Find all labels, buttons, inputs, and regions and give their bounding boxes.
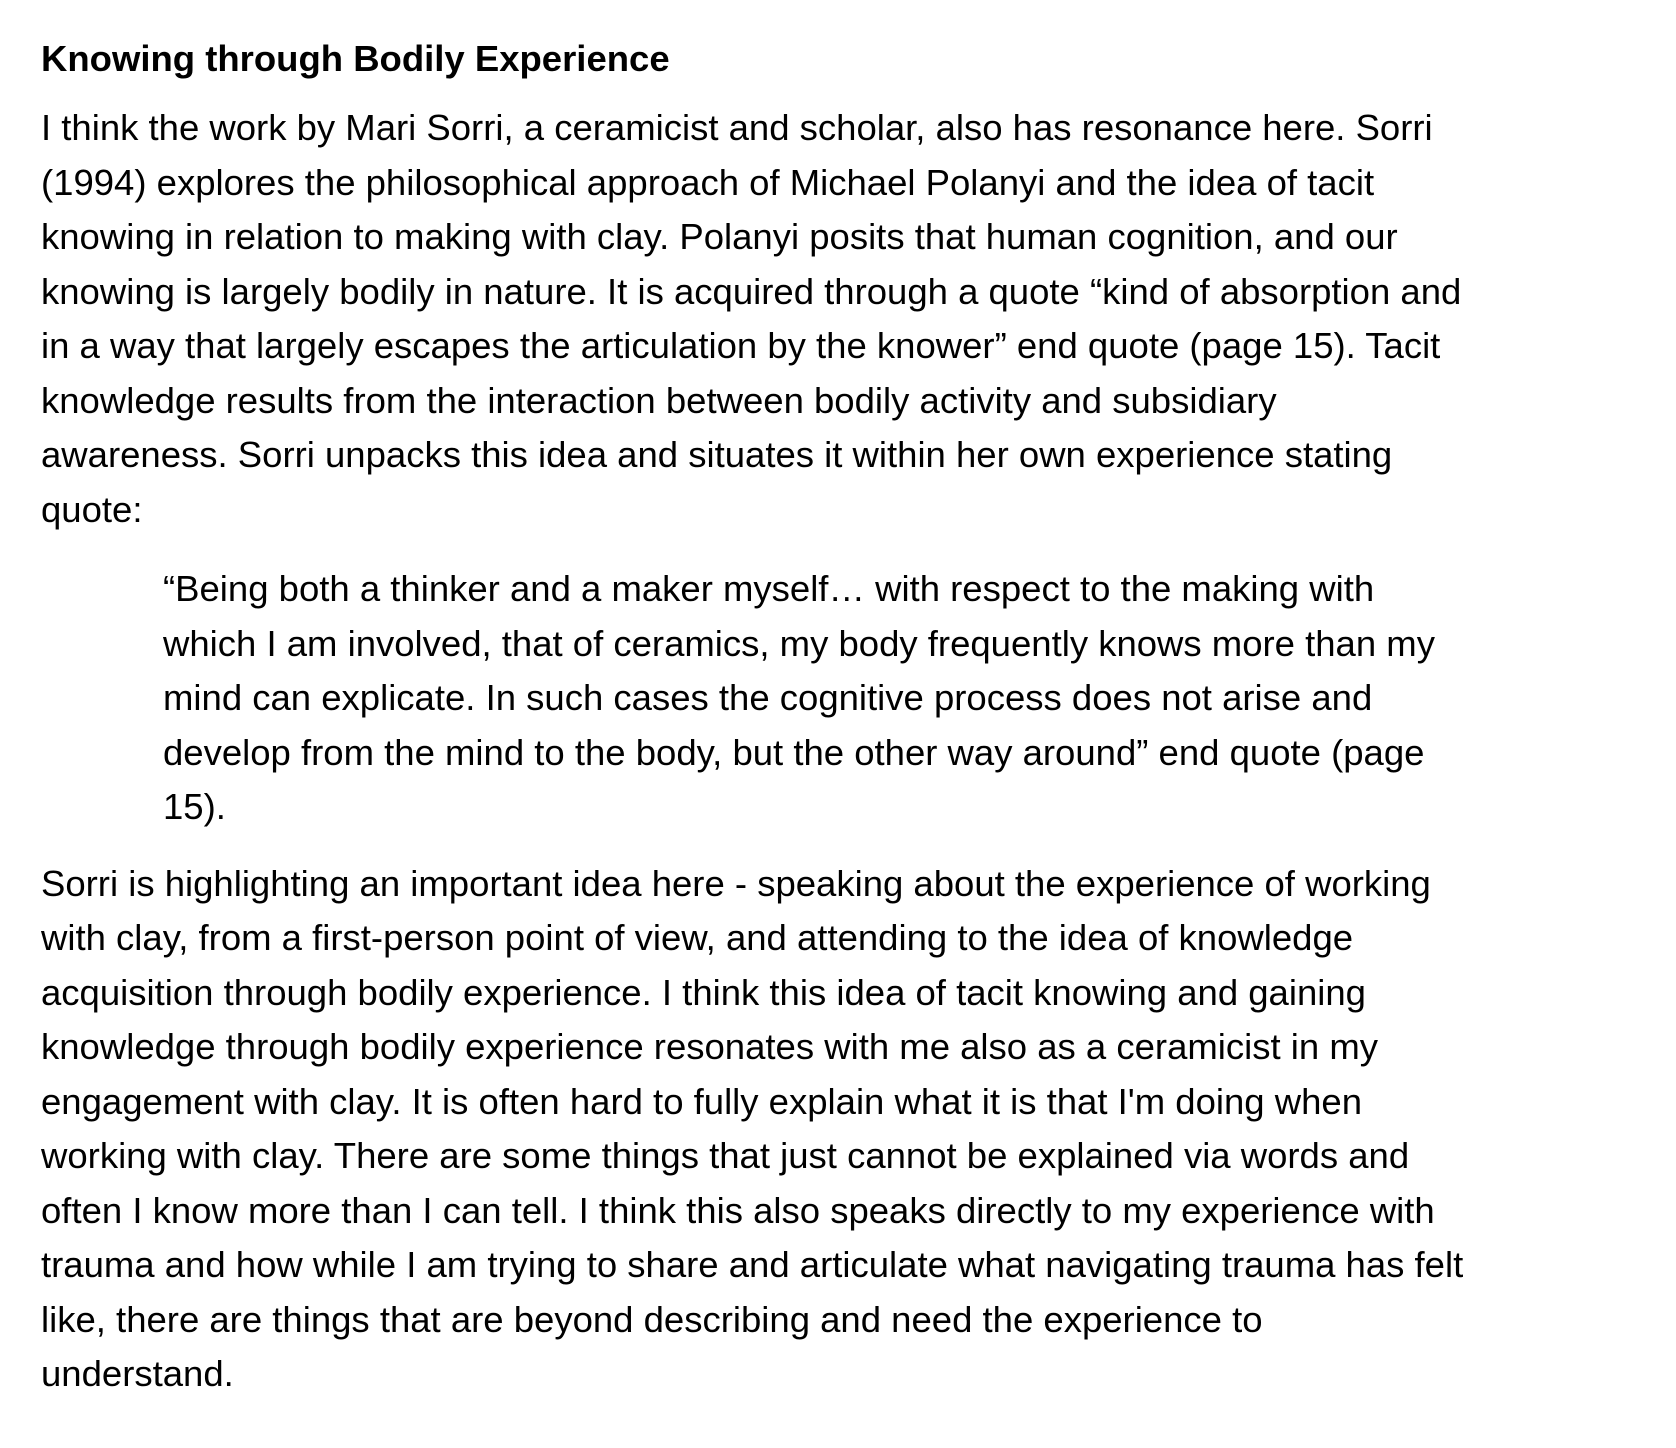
text-line: Sorri is highlighting an important idea here - speaking about the experience of working [41, 862, 1431, 904]
text-line: understand. [41, 1353, 234, 1394]
blockquote [163, 562, 1641, 835]
quote-line: develop from the mind to the body, but the other way around” end quote (page [163, 731, 1425, 773]
text-line: I think the work by Mari Sorri, a ceramicist and scholar, also has resonance here. Sorri [41, 107, 1433, 148]
text-line: knowledge results from the interaction between bodily activity and subsidiary [41, 379, 1277, 421]
section-heading: Knowing through Bodily Experience [41, 38, 670, 79]
text-line: knowledge through bodily experience resonates with me also as a ceramicist in my [41, 1026, 1378, 1067]
text-line: quote: [41, 488, 143, 530]
text-line: acquisition through bodily experience. I think this idea of tacit knowing and gaining [41, 971, 1366, 1013]
paragraph-intro [41, 101, 1641, 537]
paragraph-reflection [41, 857, 1641, 1402]
quote-line: “Being both a thinker and a maker myself… with respect to the making with [163, 568, 1375, 609]
text-line: with clay, from a first-person point of view, and attending to the idea of knowledge [41, 917, 1354, 958]
text-line: engagement with clay. It is often hard to fully explain what it is that I'm doing when [41, 1080, 1363, 1122]
quote-line: mind can explicate. In such cases the cognitive process does not arise and [163, 677, 1373, 718]
quote-line: 15). [163, 786, 226, 827]
text-line: like, there are things that are beyond describing and need the experience to [41, 1298, 1263, 1340]
quote-line: which I am involved, that of ceramics, my body frequently knows more than my [163, 622, 1435, 664]
text-line: awareness. Sorri unpacks this idea and situates it within her own experience stating [41, 434, 1393, 475]
text-line: knowing is largely bodily in nature. It is acquired through a quote “kind of absorption and [41, 270, 1462, 312]
text-line: knowing in relation to making with clay. Polanyi posits that human cognition, and our [41, 216, 1398, 257]
text-line: often I know more than I can tell. I think this also speaks directly to my experience with [41, 1189, 1435, 1231]
text-line: trauma and how while I am trying to share and articulate what navigating trauma has felt [41, 1244, 1464, 1285]
document [41, 34, 1641, 1402]
text-line: in a way that largely escapes the articulation by the knower” end quote (page 15). Tacit [41, 325, 1441, 366]
text-line: working with clay. There are some things that just cannot be explained via words and [41, 1135, 1410, 1176]
text-line: (1994) explores the philosophical approach of Michael Polanyi and the idea of tacit [41, 161, 1375, 203]
